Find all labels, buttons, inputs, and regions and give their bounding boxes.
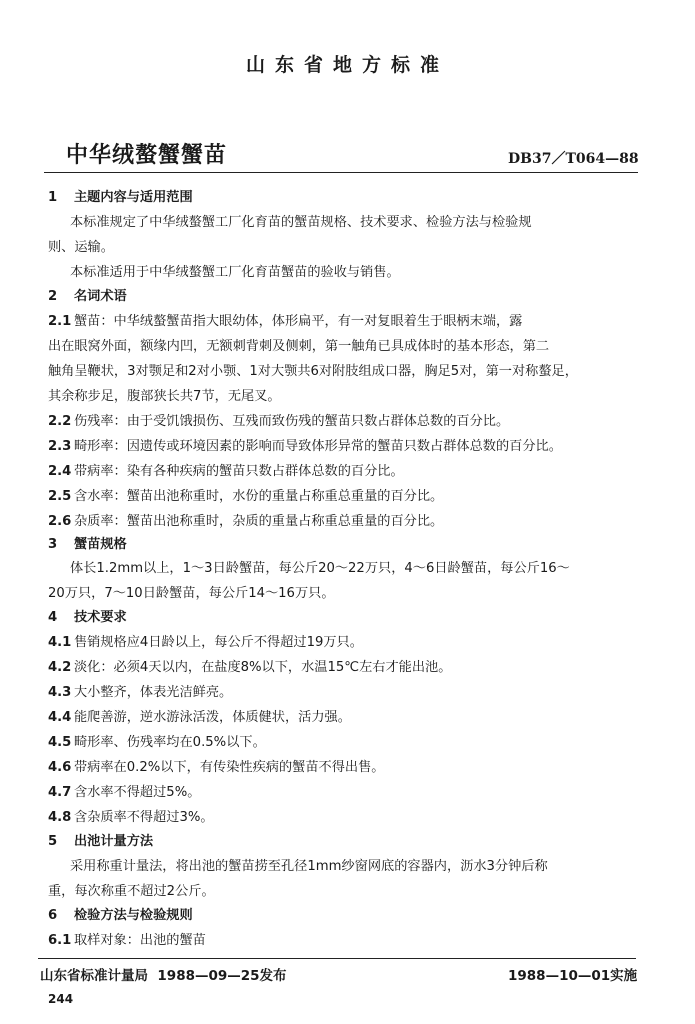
clause-4-7: 4.7 含水率不得超过5%。 [48, 785, 201, 800]
standard-type-header: 山东省地方标准 [245, 54, 449, 76]
clause-2-3: 2.3 畸形率：因遗传或环境因素的影响而导致体形异常的蟹苗只数占群体总数的百分比。 [48, 439, 562, 454]
section-3-line-a: 体长1.2mm以上，1～3日龄蟹苗，每公斤20～22万只，4～6日龄蟹苗，每公斤16～ [70, 561, 570, 576]
clause-2-1-line-d: 其余称步足，腹部狭长共7节，无尾叉。 [48, 389, 281, 404]
section-1-paragraph-1a: 本标准规定了中华绒螯蟹工厂化育苗的蟹苗规格、技术要求、检验方法与检验规 [70, 215, 532, 230]
clause-4-2: 4.2 淡化：必须4天以内，在盐度8%以下，水温15℃左右才能出池。 [48, 660, 452, 675]
document-code: DB37／T064—88 [508, 151, 639, 167]
section-3-heading: 3 蟹苗规格 [48, 537, 127, 552]
clause-2-6: 2.6 杂质率：蟹苗出池称重时，杂质的重量占称重总重量的百分比。 [48, 514, 444, 529]
footer-rule [38, 958, 636, 959]
clause-6-1: 6.1 取样对象：出池的蟹苗 [48, 933, 206, 948]
section-4-heading: 4 技术要求 [48, 610, 127, 625]
clause-4-5: 4.5 畸形率、伤残率均在0.5%以下。 [48, 735, 266, 750]
clause-2-2: 2.2 伤残率：由于受饥饿损伤、互残而致伤残的蟹苗只数占群体总数的百分比。 [48, 414, 510, 429]
section-2-heading: 2 名词术语 [48, 289, 127, 304]
clause-2-1-line-c: 触角呈鞭状，3对颚足和2对小颚、1对大颚共6对附肢组成口器，胸足5对，第一对称螯足， [48, 364, 578, 379]
clause-2-1-line-a: 2.1 蟹苗：中华绒螯蟹苗指大眼幼体，体形扁平，有一对复眼着生于眼柄末端，露 [48, 314, 523, 329]
clause-2-4: 2.4 带病率：染有各种疾病的蟹苗只数占群体总数的百分比。 [48, 464, 404, 479]
clause-2-5: 2.5 含水率：蟹苗出池称重时，水份的重量占称重总重量的百分比。 [48, 489, 444, 504]
section-5-line-b: 重，每次称重不超过2公斤。 [48, 884, 215, 899]
clause-4-8: 4.8 含杂质率不得超过3%。 [48, 810, 214, 825]
clause-4-3: 4.3 大小整齐，体表光洁鲜亮。 [48, 685, 233, 700]
section-1-paragraph-1b: 则、运输。 [48, 240, 114, 255]
section-5-heading: 5 出池计量方法 [48, 834, 154, 849]
clause-4-1: 4.1 售销规格应4日龄以上，每公斤不得超过19万只。 [48, 635, 363, 650]
section-1-paragraph-2: 本标准适用于中华绒螯蟹工厂化育苗蟹苗的验收与销售。 [70, 265, 400, 280]
footer-effective-date: 1988—10—01实施 [508, 968, 638, 984]
section-1-heading: 1 主题内容与适用范围 [48, 190, 193, 205]
footer-issuer: 山东省标准计量局 1988—09—25发布 [40, 968, 287, 984]
section-3-line-b: 20万只，7～10日龄蟹苗，每公斤14～16万只。 [48, 586, 335, 601]
document-title: 中华绒螯蟹蟹苗 [66, 143, 228, 168]
clause-4-6: 4.6 带病率在0.2%以下，有传染性疾病的蟹苗不得出售。 [48, 760, 385, 775]
clause-2-1-line-b: 出在眼窝外面，额缘内凹，无额刺背刺及侧刺，第一触角已具成体时的基本形态，第二 [48, 339, 550, 354]
title-rule [44, 172, 638, 173]
section-6-heading: 6 检验方法与检验规则 [48, 908, 193, 923]
section-5-line-a: 采用称重计量法，将出池的蟹苗捞至孔径1mm纱窗网底的容器内，沥水3分钟后称 [70, 859, 548, 874]
page-number: 244 [48, 992, 74, 1006]
clause-4-4: 4.4 能爬善游，逆水游泳活泼，体质健状，活力强。 [48, 710, 351, 725]
